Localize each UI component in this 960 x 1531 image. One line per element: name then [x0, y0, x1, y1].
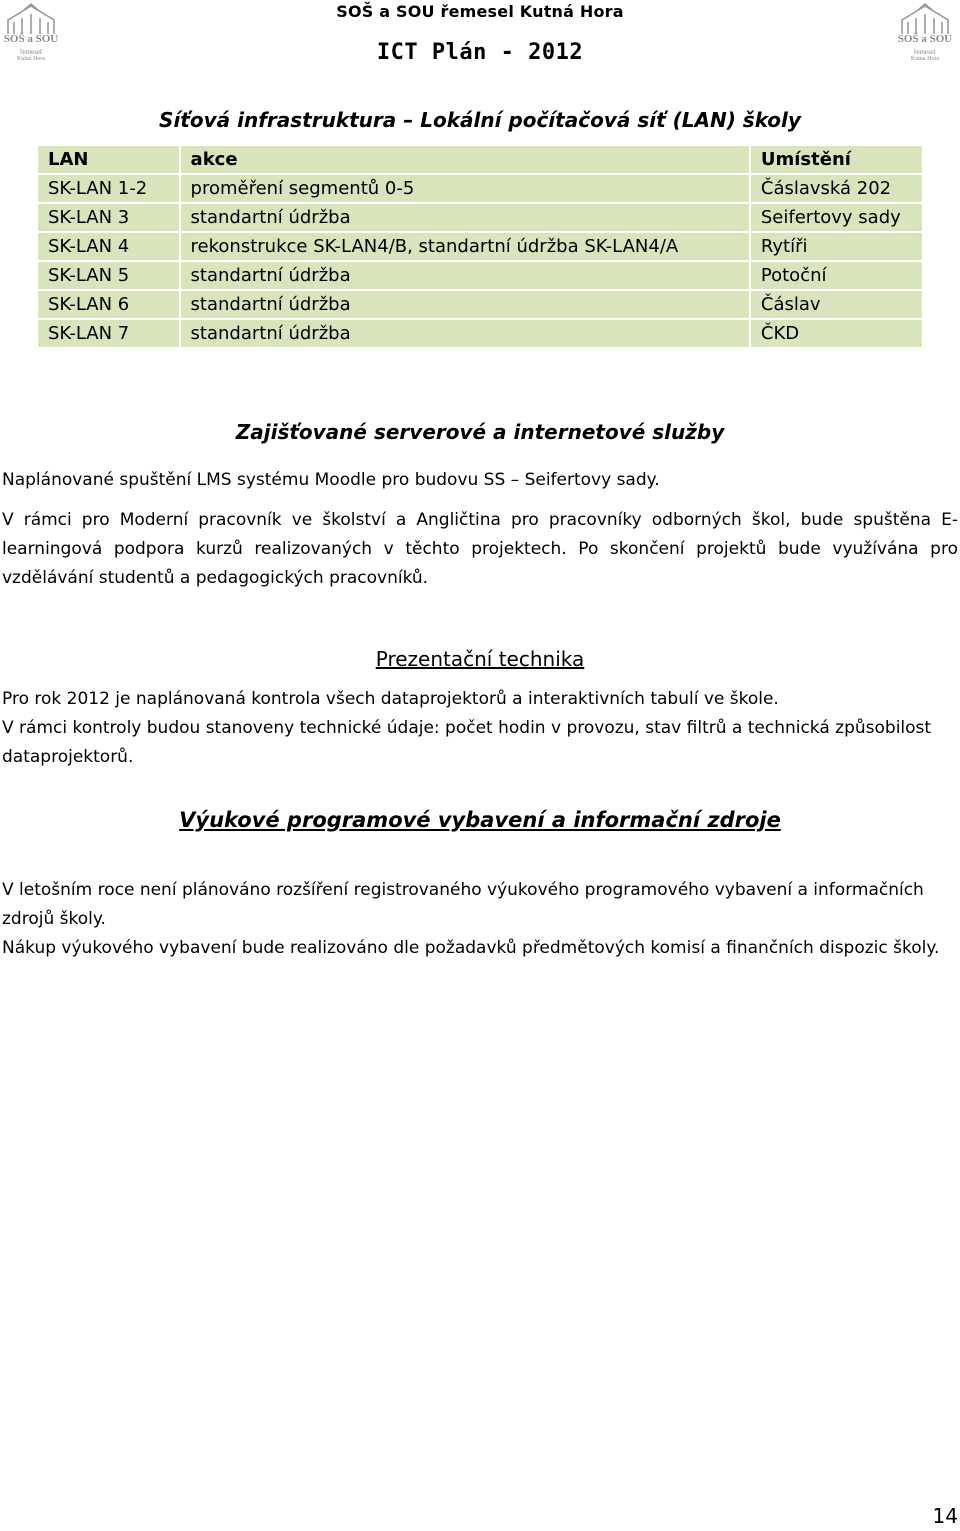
table-row: [38, 175, 922, 202]
paragraph-projector-check: Pro rok 2012 je naplánovaná kontrola všech dataprojektorů a interaktivních tabulí ve škole.: [2, 689, 779, 709]
section-title-software: Výukové programové vybavení a informační zdroje: [179, 808, 781, 832]
cell-akce: standartní údržba: [181, 320, 749, 347]
paragraph-software-expansion: V letošním roce není plánováno rozšíření registrovaného výukového programového vybavení a informačních zdrojů školy.: [2, 880, 924, 929]
page-number: 14: [932, 1504, 958, 1528]
column-header-lan: LAN: [38, 146, 179, 173]
cell-akce: rekonstrukce SK-LAN4/B, standartní údržba SK-LAN4/A: [181, 233, 749, 260]
cell-umisteni: ČKD: [751, 320, 922, 347]
table-row: [38, 233, 922, 260]
table-row: [38, 262, 922, 289]
paragraph-elearning: V rámci pro Moderní pracovník ve školství a Angličtina pro pracovníky odborných škol, bude spuštěna E-learningová podpora kurzů realizovaných v těchto projektech. Po skončení projektů bude využívána pro vzdělávání studentů a pedagogických pracovníků.: [2, 510, 958, 588]
cell-lan: SK-LAN 7: [38, 320, 179, 347]
logo-text: SOŠ a SOU: [3, 33, 59, 45]
cell-lan: SK-LAN 6: [38, 291, 179, 318]
section-title-presentation: Prezentační technika: [375, 647, 585, 671]
cell-umisteni: Rytíři: [751, 233, 922, 260]
table-row: [38, 204, 922, 231]
cell-lan: SK-LAN 1-2: [38, 175, 179, 202]
cell-lan: SK-LAN 3: [38, 204, 179, 231]
cell-akce: standartní údržba: [181, 291, 749, 318]
cell-umisteni: Potoční: [751, 262, 922, 289]
logo-text: SOŠ a SOU: [897, 33, 953, 45]
header-school-name: SOŠ a SOU řemesel Kutná Hora: [336, 2, 624, 21]
table-header-row: [38, 146, 922, 173]
header-document-title: ICT Plán - 2012: [376, 40, 584, 65]
cell-akce: standartní údržba: [181, 262, 749, 289]
lan-table: [36, 144, 924, 349]
table-row: [38, 320, 922, 347]
logo-subtext: řemesel: [20, 48, 42, 56]
column-header-akce: akce: [181, 146, 749, 173]
column-header-umisteni: Umístění: [751, 146, 922, 173]
logo-subtext-town: Kutná Hora: [910, 56, 940, 62]
cell-lan: SK-LAN 4: [38, 233, 179, 260]
section-title-services: Zajišťované serverové a internetové služby: [235, 420, 725, 444]
cell-umisteni: Čáslavská 202: [751, 175, 922, 202]
logo-subtext: řemesel: [914, 48, 936, 56]
cell-akce: proměření segmentů 0-5: [181, 175, 749, 202]
cell-lan: SK-LAN 5: [38, 262, 179, 289]
cell-umisteni: Čáslav: [751, 291, 922, 318]
paragraph-software-purchase: Nákup výukového vybavení bude realizováno dle požadavků předmětových komisí a finančních dispozic školy.: [2, 938, 940, 958]
logo-subtext-town: Kutná Hora: [16, 56, 46, 62]
section-title-lan: Síťová infrastruktura – Lokální počítačová síť (LAN) školy: [159, 108, 801, 132]
cell-umisteni: Seifertovy sady: [751, 204, 922, 231]
table-row: [38, 291, 922, 318]
cell-akce: standartní údržba: [181, 204, 749, 231]
paragraph-lms: Naplánované spuštění LMS systému Moodle pro budovu SS – Seifertovy sady.: [2, 470, 660, 490]
paragraph-projector-details: V rámci kontroly budou stanoveny technické údaje: počet hodin v provozu, stav filtrů a technická způsobilost dataprojektorů.: [2, 718, 932, 767]
